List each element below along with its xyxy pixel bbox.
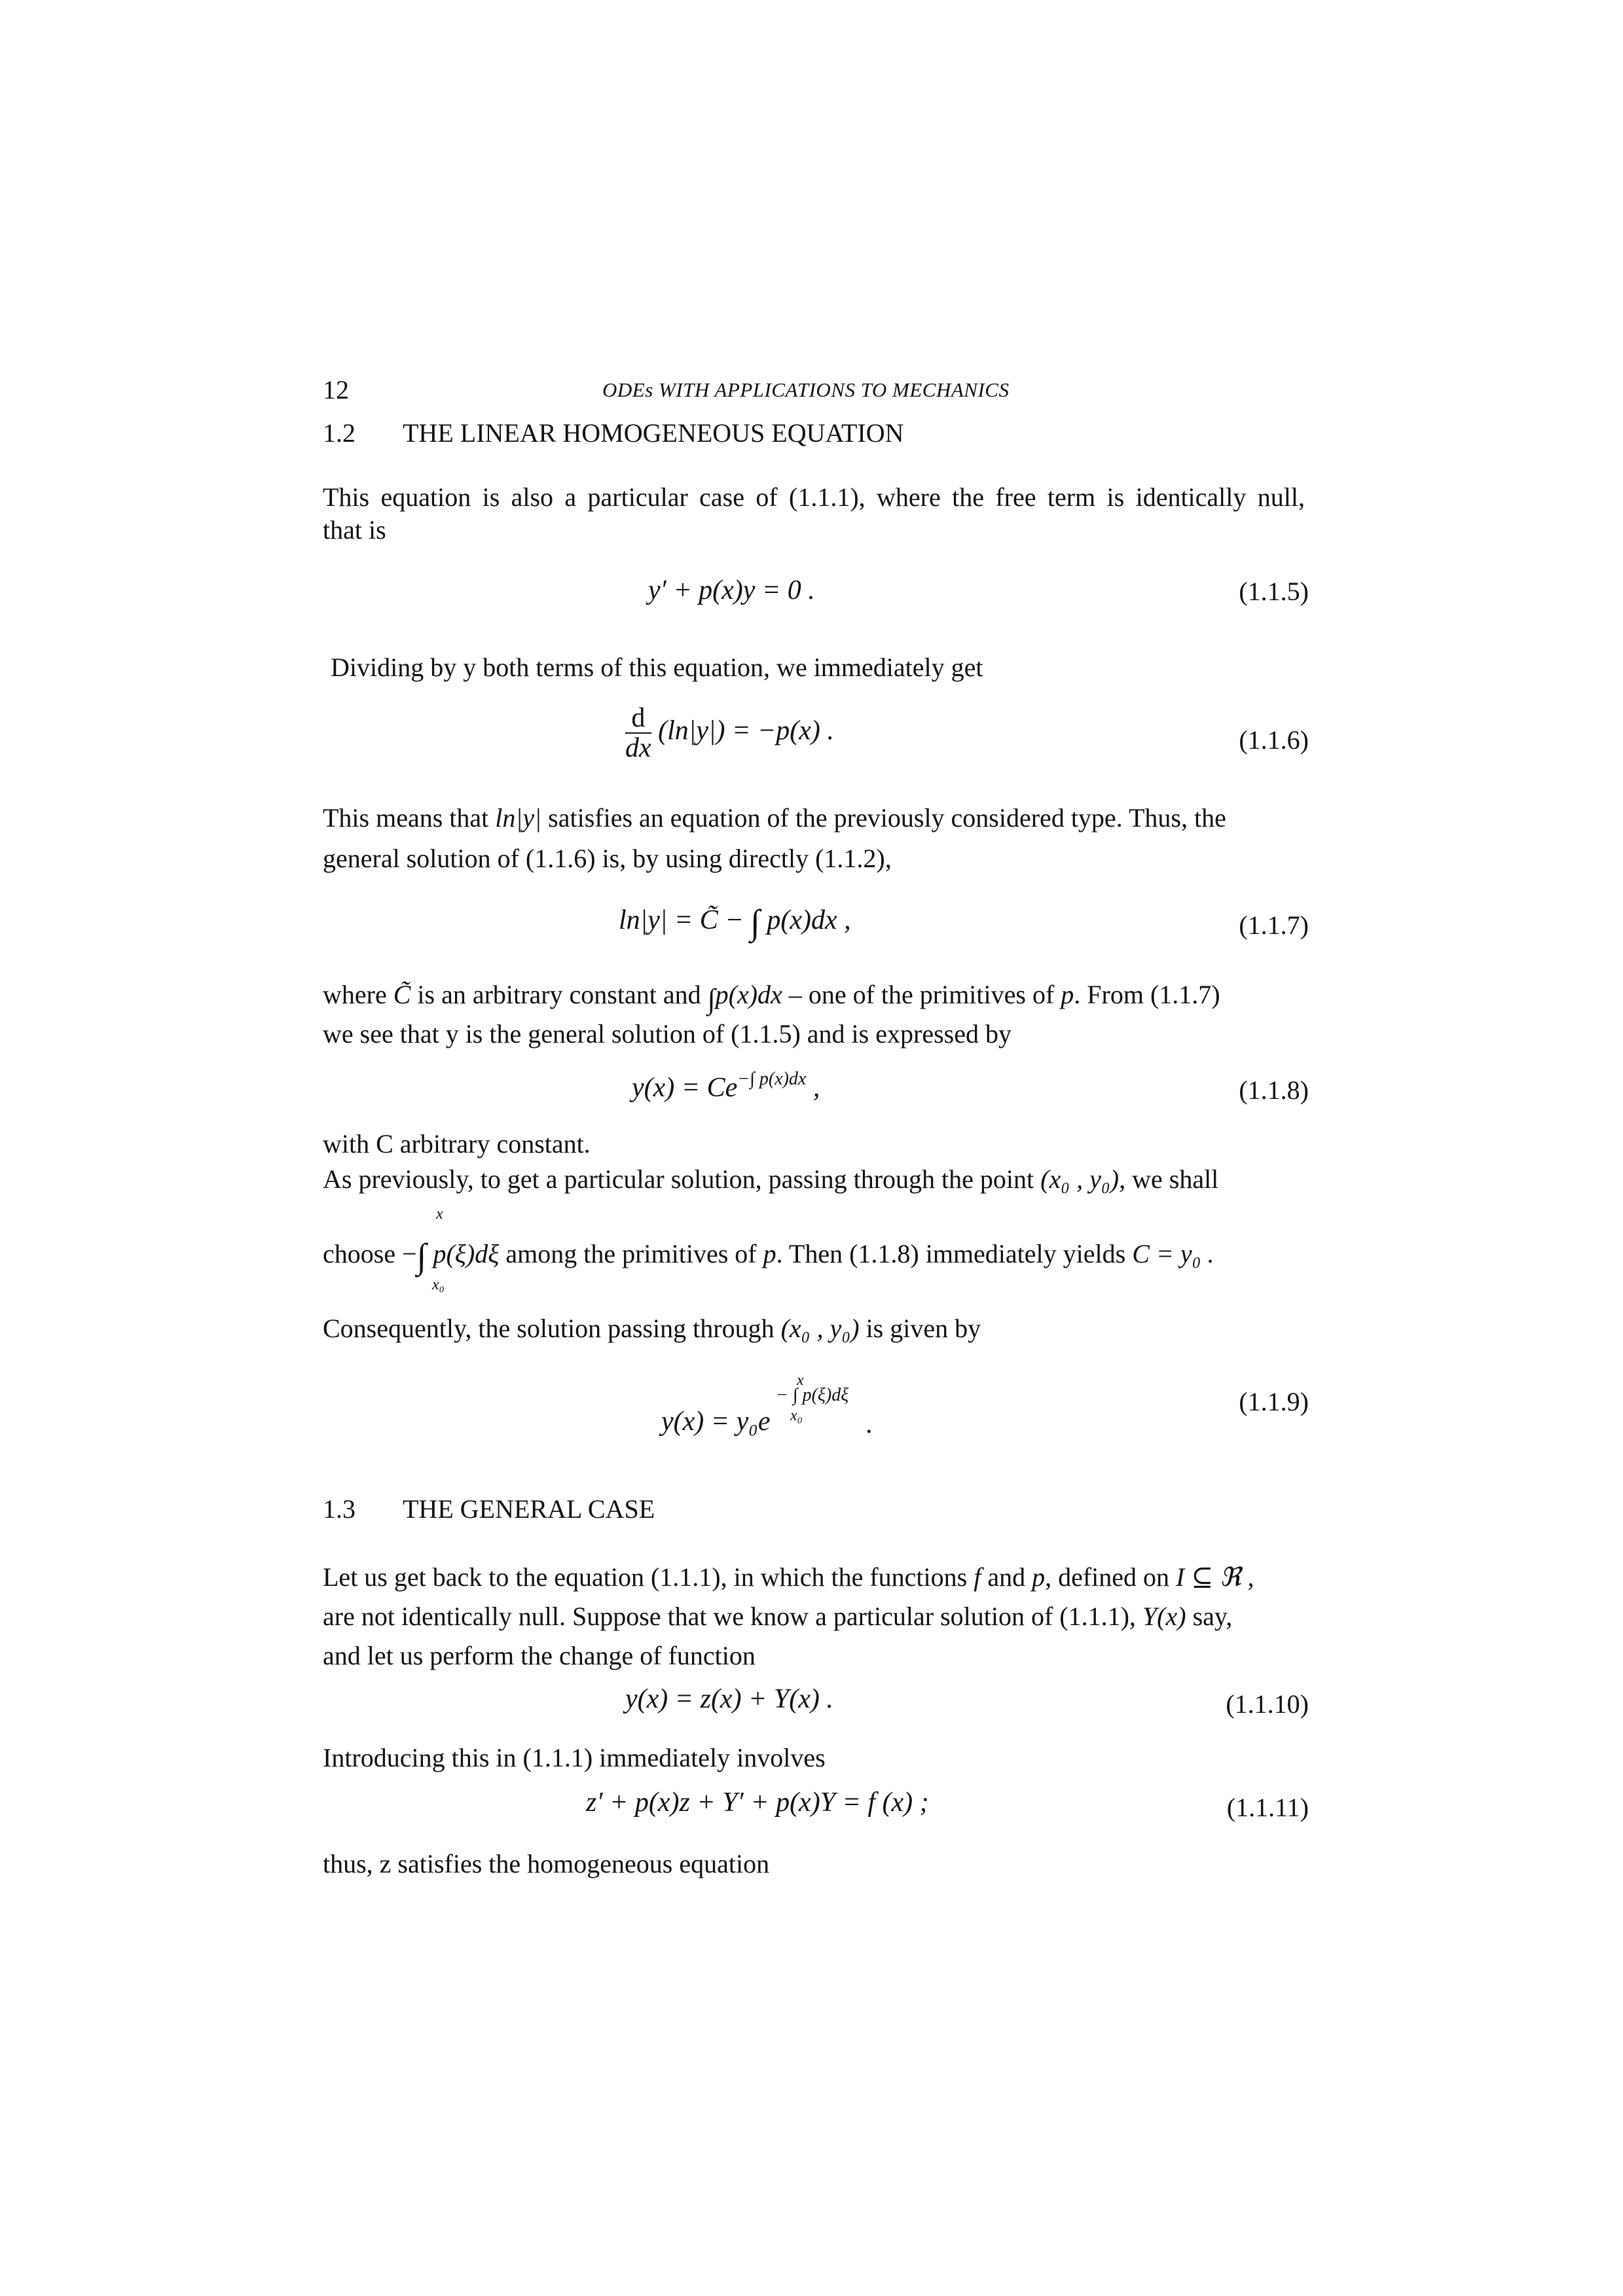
text-span: Consequently, the solution passing through <box>323 1314 781 1343</box>
page-number: 12 <box>323 375 349 404</box>
inline-math: C = y₀ . <box>1132 1239 1214 1268</box>
paragraph-line: we see that y is the general solution of (1.1.5) and is expressed by <box>323 1019 1012 1049</box>
text-span: This means that <box>323 803 496 833</box>
equation-1-1-10: y(x) = z(x) + Y(x) . <box>625 1684 833 1714</box>
text-span: where <box>323 980 393 1009</box>
inline-math: C̃ <box>393 980 411 1009</box>
equation-number: (1.1.5) <box>1239 577 1309 606</box>
integral-sign: ∫ <box>707 983 716 1015</box>
integral-lower-limit: x₀ <box>432 1276 445 1293</box>
inline-math: p <box>1032 1562 1046 1592</box>
paragraph-line: and let us perform the change of function <box>323 1641 756 1670</box>
text-span: is an arbitrary constant and <box>410 980 708 1009</box>
paragraph-line <box>323 1309 981 1348</box>
paragraph-line: This equation is also a particular case of (1.1.1), where the free term is identically null, <box>323 482 1305 512</box>
section-1-3-title: THE GENERAL CASE <box>403 1494 655 1524</box>
derivative-fraction <box>625 704 651 762</box>
inline-math: p(x)dx <box>715 980 782 1009</box>
text-span: are not identically null. Suppose that we know a particular solution of (1.1.1), <box>323 1602 1142 1631</box>
text-span: satisfies an equation of the previously considered type. Thus, the <box>541 803 1226 833</box>
exponent: − ∫ p(ξ)dξ <box>776 1385 849 1405</box>
equation-number: (1.1.10) <box>1226 1689 1309 1719</box>
equation-1-1-7 <box>619 902 851 942</box>
text-span: , we shall <box>1119 1164 1219 1194</box>
equation-tail: . <box>866 1409 873 1439</box>
text-span: and <box>981 1562 1032 1592</box>
paragraph-line <box>323 975 1220 1019</box>
text-span: choose − <box>323 1239 417 1268</box>
text-span: – one of the primitives of <box>782 980 1061 1009</box>
equation-left: ln|y| = C̃ − <box>619 905 744 935</box>
section-1-2-number: 1.2 <box>323 418 356 448</box>
equation-number: (1.1.6) <box>1239 725 1309 755</box>
paragraph-line: general solution of (1.1.6) is, by using directly (1.1.2), <box>323 844 892 873</box>
equation-number: (1.1.11) <box>1226 1793 1309 1822</box>
inline-math: I ⊆ ℜ , <box>1176 1562 1254 1592</box>
inline-math: (x₀ , y₀) <box>780 1314 860 1343</box>
inline-math: (x₀ , y₀) <box>1040 1164 1120 1194</box>
integral-upper-limit: x <box>797 1372 804 1389</box>
paragraph-line <box>323 1160 1218 1199</box>
paragraph-line <box>323 1234 1214 1276</box>
text-span: , defined on <box>1045 1562 1176 1592</box>
text-span: is given by <box>859 1314 981 1343</box>
inline-math: f <box>974 1562 981 1592</box>
text-span: say, <box>1186 1602 1233 1631</box>
paragraph-line <box>323 1597 1232 1636</box>
equation-number: (1.1.8) <box>1239 1075 1309 1105</box>
equation-1-1-6 <box>625 704 834 762</box>
equation-number: (1.1.9) <box>1239 1387 1309 1416</box>
fraction-numerator: d <box>625 704 651 734</box>
paragraph-line: Introducing this in (1.1.1) immediately involves <box>323 1743 826 1772</box>
equation-left: y(x) = Ce <box>632 1073 738 1103</box>
integral-lower-limit: x₀ <box>790 1407 803 1424</box>
inline-math: p(ξ)dξ <box>433 1239 500 1268</box>
inline-math: p <box>1061 980 1074 1009</box>
exponent: −∫ p(x)dx <box>737 1069 807 1089</box>
text-span: . Then (1.1.8) immediately yields <box>776 1239 1133 1268</box>
text-span: Let us get back to the equation (1.1.1), in which the functions <box>323 1562 974 1592</box>
equation-1-1-11: z′ + p(x)z + Y′ + p(x)Y = f (x) ; <box>586 1787 929 1818</box>
text-span: among the primitives of <box>499 1239 763 1268</box>
paragraph-line <box>323 1558 1254 1597</box>
equation-1-1-9: y(x) = y₀e <box>661 1407 771 1437</box>
section-1-2-title: THE LINEAR HOMOGENEOUS EQUATION <box>403 418 904 448</box>
fraction-denominator: dx <box>625 733 651 763</box>
inline-math: ln|y| <box>495 803 542 833</box>
equation-body: (ln|y|) = −p(x) . <box>658 715 834 746</box>
equation-1-1-5: y′ + p(x)y = 0 . <box>648 575 815 605</box>
running-title: ODEs WITH APPLICATIONS TO MECHANICS <box>602 378 1010 401</box>
equation-1-1-8 <box>632 1069 820 1103</box>
inline-math: p <box>763 1239 776 1268</box>
section-1-3-number: 1.3 <box>323 1494 356 1524</box>
equation-tail: , <box>806 1073 820 1103</box>
integral-sign: ∫ <box>750 903 760 942</box>
inline-math: Y(x) <box>1142 1602 1186 1631</box>
integral-upper-limit: x <box>436 1206 443 1223</box>
paragraph-line: with C arbitrary constant. <box>323 1129 591 1158</box>
paragraph-line: Dividing by y both terms of this equation, we immediately get <box>331 653 983 682</box>
paragraph-line: that is <box>323 515 386 545</box>
paragraph-line: thus, z satisfies the homogeneous equation <box>323 1849 770 1878</box>
equation-number: (1.1.7) <box>1239 910 1309 940</box>
text-span: . From (1.1.7) <box>1074 980 1220 1009</box>
text-span: As previously, to get a particular solution, passing through the point <box>323 1164 1041 1194</box>
equation-right: p(x)dx , <box>767 905 851 935</box>
integral-sign: ∫ <box>416 1236 427 1276</box>
paragraph-line <box>323 798 1305 838</box>
